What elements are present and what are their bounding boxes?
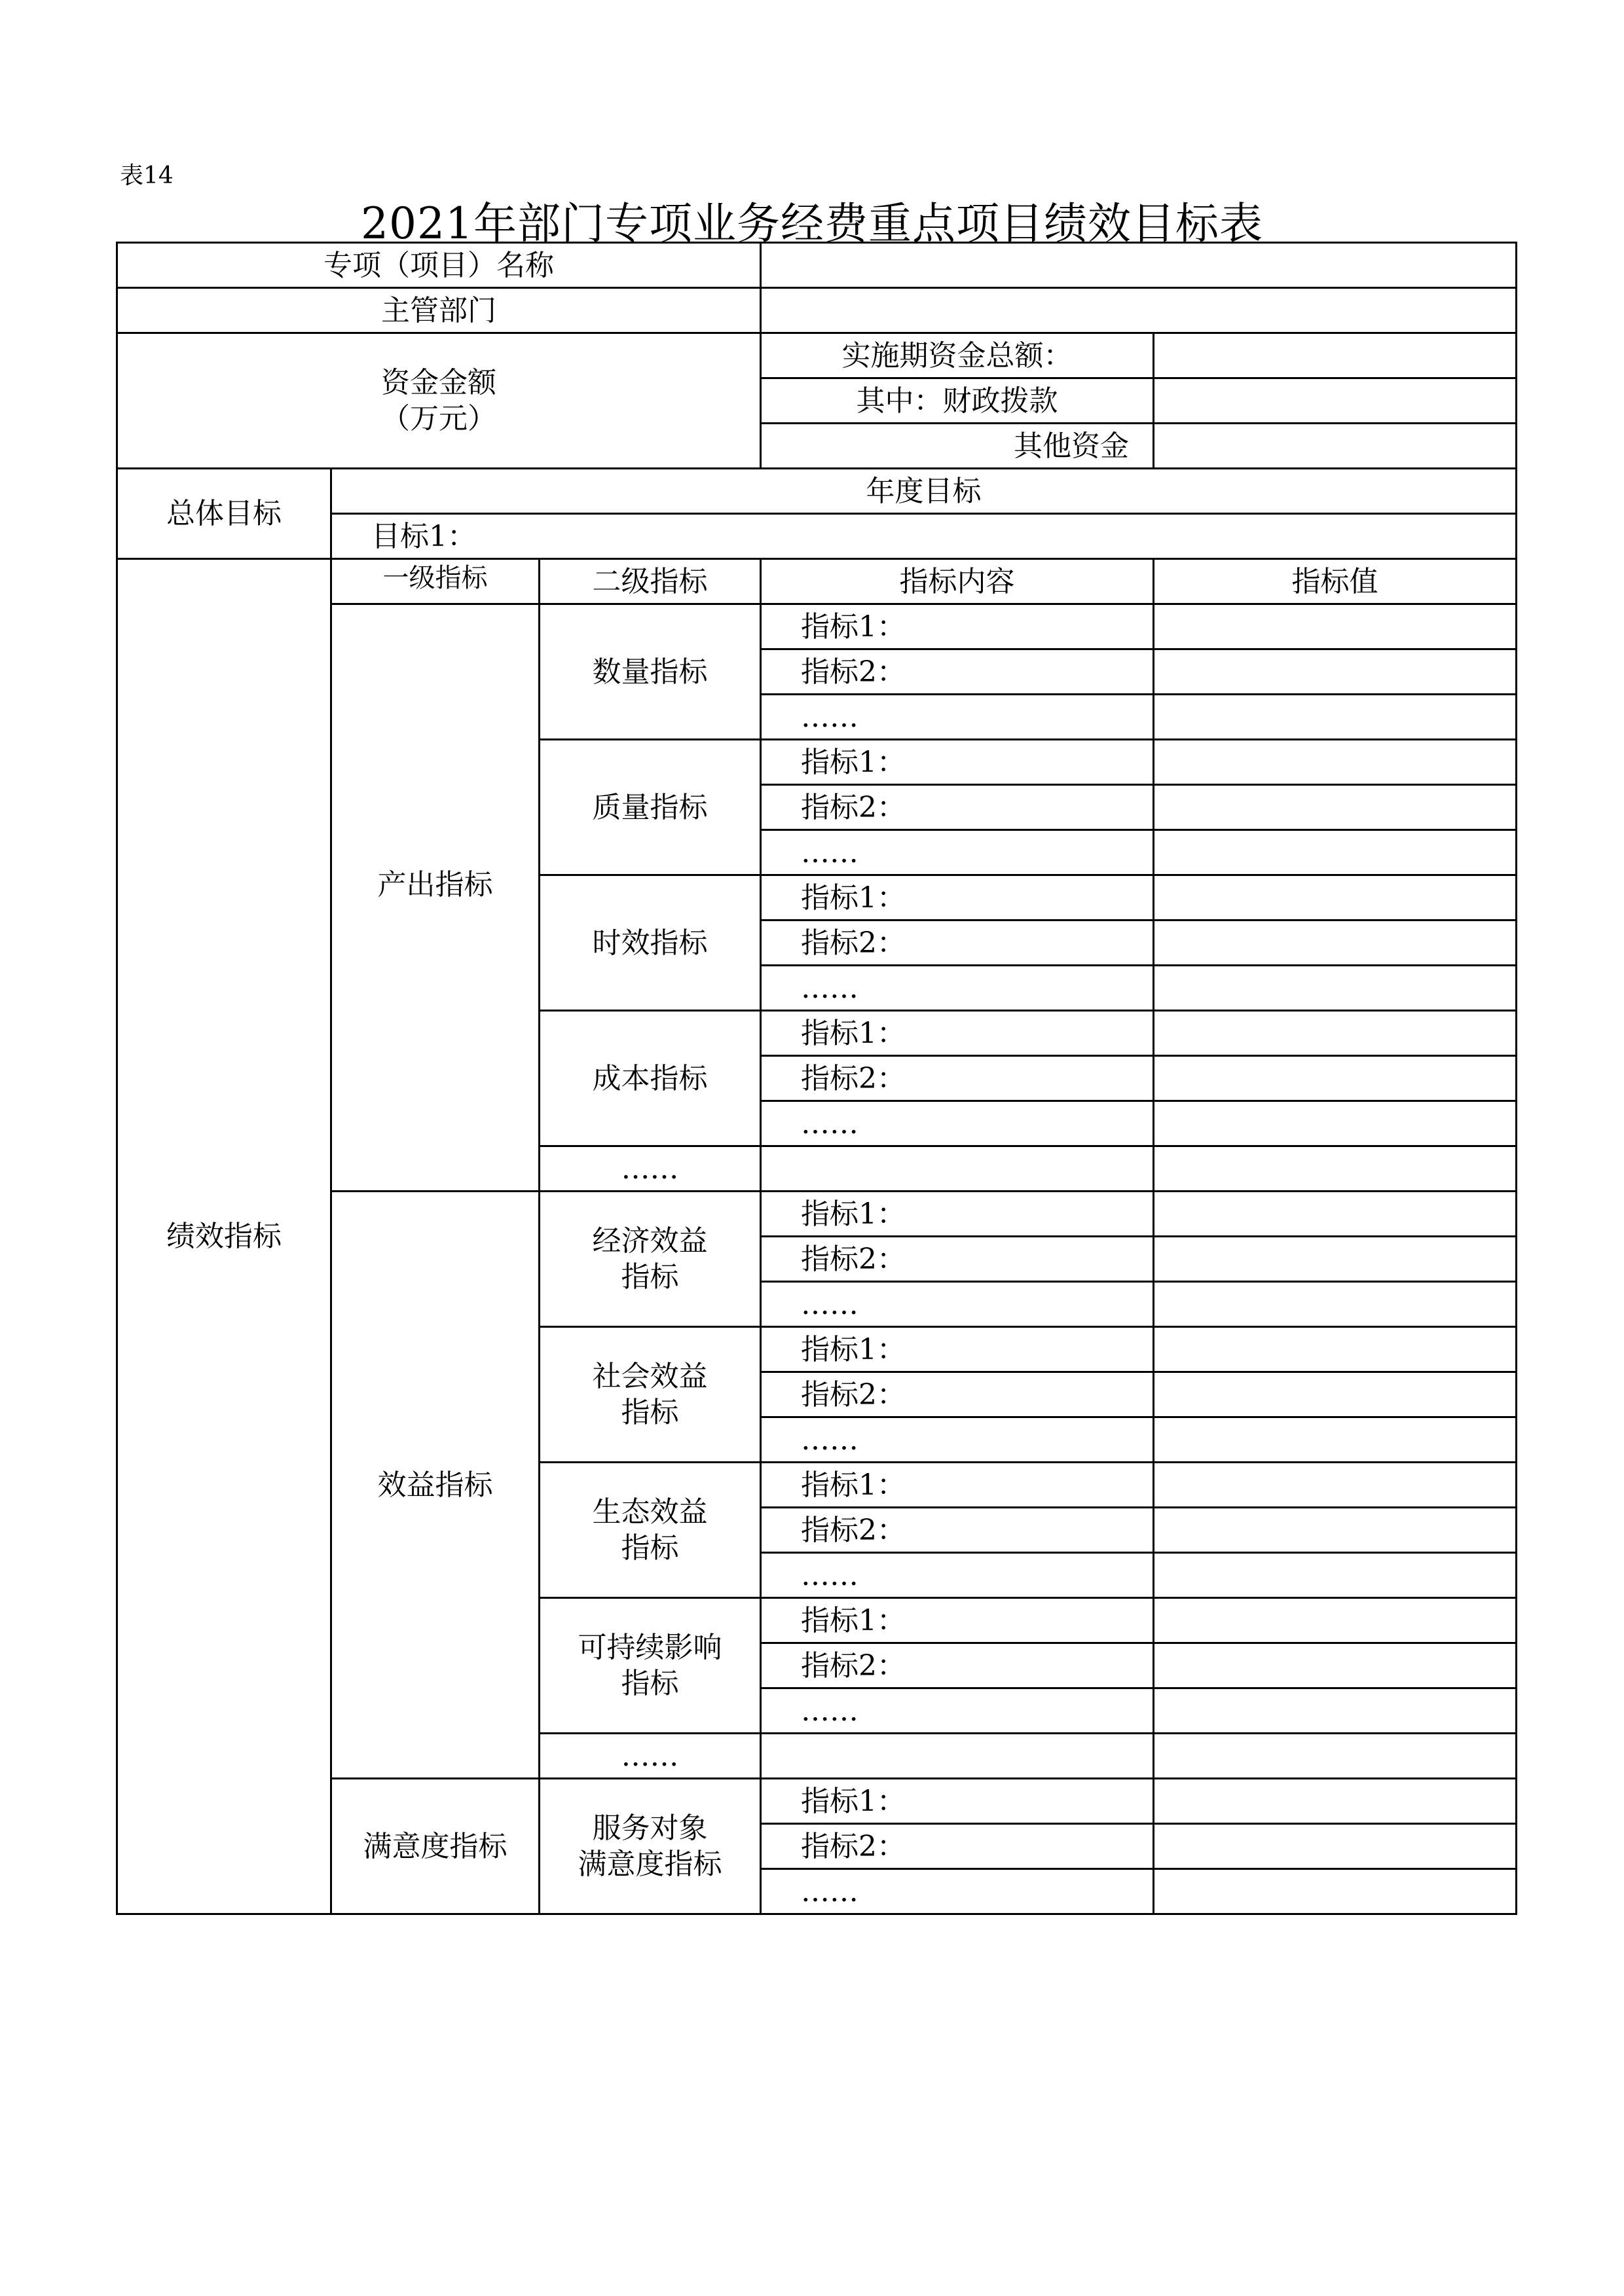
quality-indicator-label: 质量指标 xyxy=(540,740,761,875)
indicator-content-cell[interactable]: 指标1： xyxy=(761,1598,1154,1643)
dept-label: 主管部门 xyxy=(117,288,761,333)
indicator-content-cell[interactable]: 指标1： xyxy=(761,1327,1154,1372)
fund-other-label: 其他资金 xyxy=(761,424,1154,469)
indicator-content-cell[interactable]: 指标2： xyxy=(761,1824,1154,1869)
indicator-value-cell[interactable] xyxy=(1154,1598,1517,1643)
indicator-value-cell[interactable] xyxy=(1154,1688,1517,1734)
table-row xyxy=(117,333,1517,378)
ecological-line2: 指标 xyxy=(621,1531,679,1565)
fund-total-value[interactable] xyxy=(1154,333,1517,378)
overall-goal-label: 总体目标 xyxy=(117,469,331,559)
indicator-value-cell[interactable] xyxy=(1154,1011,1517,1056)
indicator-value-cell[interactable] xyxy=(1154,1643,1517,1688)
indicator-value-cell[interactable] xyxy=(1154,1869,1517,1914)
economic-line1: 经济效益 xyxy=(592,1224,708,1258)
indicator-content-cell[interactable]: …… xyxy=(761,1417,1154,1463)
indicator-content-cell[interactable]: 指标1： xyxy=(761,1463,1154,1508)
cost-indicator-label: 成本指标 xyxy=(540,1011,761,1146)
output-indicator-label: 产出指标 xyxy=(331,604,540,1192)
indicator-content-cell[interactable]: …… xyxy=(761,1101,1154,1146)
quantity-indicator-label: 数量指标 xyxy=(540,604,761,740)
form-number-label: 表14 xyxy=(120,162,174,189)
indicator-content-cell[interactable]: 指标2： xyxy=(761,649,1154,695)
timeliness-indicator-label: 时效指标 xyxy=(540,875,761,1011)
indicator-value-cell[interactable] xyxy=(1154,649,1517,695)
indicator-content-cell[interactable]: …… xyxy=(761,1553,1154,1598)
indicator-value-cell[interactable] xyxy=(1154,1463,1517,1508)
indicator-value-cell[interactable] xyxy=(1154,966,1517,1011)
table-row xyxy=(117,243,1517,288)
indicator-value-cell[interactable] xyxy=(1154,1734,1517,1779)
indicator-value-cell[interactable] xyxy=(1154,604,1517,649)
header-content: 指标内容 xyxy=(761,559,1154,604)
social-line1: 社会效益 xyxy=(592,1360,708,1393)
benefit-indicator-label: 效益指标 xyxy=(331,1192,540,1779)
header-level2: 二级指标 xyxy=(540,559,761,604)
economic-benefit-label xyxy=(540,1192,761,1327)
social-line2: 指标 xyxy=(621,1396,679,1429)
performance-goal-table xyxy=(116,242,1517,1915)
indicator-content-cell[interactable]: 指标1： xyxy=(761,604,1154,649)
ecological-line1: 生态效益 xyxy=(592,1495,708,1529)
fund-fiscal-value[interactable] xyxy=(1154,378,1517,424)
fund-total-label: 实施期资金总额： xyxy=(761,333,1154,378)
indicator-value-cell[interactable] xyxy=(1154,740,1517,785)
table-row xyxy=(117,469,1517,514)
indicator-value-cell[interactable] xyxy=(1154,1146,1517,1192)
indicator-content-cell[interactable] xyxy=(761,1146,1154,1192)
indicator-content-cell[interactable]: 指标2： xyxy=(761,1372,1154,1417)
indicator-content-cell[interactable]: …… xyxy=(761,1688,1154,1734)
sustainable-line1: 可持续影响 xyxy=(578,1631,722,1664)
service-line1: 服务对象 xyxy=(592,1812,708,1845)
indicator-value-cell[interactable] xyxy=(1154,1553,1517,1598)
ecological-benefit-label xyxy=(540,1463,761,1598)
fund-label-line1: 资金金额 xyxy=(381,366,496,399)
table-row xyxy=(117,559,1517,604)
output-more-label[interactable]: …… xyxy=(540,1146,761,1192)
dept-value[interactable] xyxy=(761,288,1517,333)
indicator-value-cell[interactable] xyxy=(1154,1282,1517,1327)
indicator-content-cell[interactable]: …… xyxy=(761,1869,1154,1914)
goal1-field[interactable]: 目标1： xyxy=(331,514,1517,559)
fund-label-line2: （万元） xyxy=(381,402,496,435)
indicator-value-cell[interactable] xyxy=(1154,1824,1517,1869)
annual-goal-header: 年度目标 xyxy=(331,469,1517,514)
indicator-value-cell[interactable] xyxy=(1154,830,1517,875)
indicator-content-cell[interactable]: 指标2： xyxy=(761,785,1154,830)
indicator-value-cell[interactable] xyxy=(1154,1237,1517,1282)
indicator-content-cell[interactable]: 指标1： xyxy=(761,1011,1154,1056)
table-row xyxy=(117,288,1517,333)
indicator-content-cell[interactable] xyxy=(761,1734,1154,1779)
sustainable-line2: 指标 xyxy=(621,1667,679,1700)
indicator-content-cell[interactable]: 指标2： xyxy=(761,1237,1154,1282)
indicator-content-cell[interactable]: 指标1： xyxy=(761,1192,1154,1237)
indicator-content-cell[interactable]: 指标2： xyxy=(761,1643,1154,1688)
indicator-content-cell[interactable]: …… xyxy=(761,695,1154,740)
indicator-content-cell[interactable]: …… xyxy=(761,966,1154,1011)
indicator-content-cell[interactable]: 指标2： xyxy=(761,920,1154,966)
social-benefit-label xyxy=(540,1327,761,1463)
service-line2: 满意度指标 xyxy=(578,1848,722,1881)
fund-other-value[interactable] xyxy=(1154,424,1517,469)
header-level1: 一级指标 xyxy=(331,559,540,604)
perf-indicator-label: 绩效指标 xyxy=(117,559,331,1914)
fund-fiscal-label: 其中：财政拨款 xyxy=(761,378,1154,424)
indicator-content-cell[interactable]: …… xyxy=(761,1282,1154,1327)
indicator-value-cell[interactable] xyxy=(1154,785,1517,830)
indicator-content-cell[interactable]: 指标1： xyxy=(761,740,1154,785)
project-name-value[interactable] xyxy=(761,243,1517,288)
indicator-value-cell[interactable] xyxy=(1154,1101,1517,1146)
indicator-value-cell[interactable] xyxy=(1154,875,1517,920)
indicator-value-cell[interactable] xyxy=(1154,1417,1517,1463)
benefit-more-label[interactable]: …… xyxy=(540,1734,761,1779)
indicator-content-cell[interactable]: 指标2： xyxy=(761,1508,1154,1553)
indicator-value-cell[interactable] xyxy=(1154,1192,1517,1237)
economic-line2: 指标 xyxy=(621,1260,679,1294)
indicator-content-cell[interactable]: 指标2： xyxy=(761,1056,1154,1101)
service-satisfaction-label xyxy=(540,1779,761,1914)
fund-amount-label xyxy=(117,333,761,469)
indicator-value-cell[interactable] xyxy=(1154,1372,1517,1417)
indicator-content-cell[interactable]: 指标1： xyxy=(761,1779,1154,1824)
sustainable-impact-label xyxy=(540,1598,761,1734)
indicator-value-cell[interactable] xyxy=(1154,1508,1517,1553)
indicator-content-cell[interactable]: 指标1： xyxy=(761,875,1154,920)
indicator-value-cell[interactable] xyxy=(1154,1056,1517,1101)
header-value: 指标值 xyxy=(1154,559,1517,604)
page-title: 2021年部门专项业务经费重点项目绩效目标表 xyxy=(361,198,1263,249)
indicator-value-cell[interactable] xyxy=(1154,920,1517,966)
indicator-value-cell[interactable] xyxy=(1154,1779,1517,1824)
indicator-value-cell[interactable] xyxy=(1154,695,1517,740)
satisfaction-indicator-label: 满意度指标 xyxy=(331,1779,540,1914)
indicator-value-cell[interactable] xyxy=(1154,1327,1517,1372)
indicator-content-cell[interactable]: …… xyxy=(761,830,1154,875)
project-name-label: 专项（项目）名称 xyxy=(117,243,761,288)
